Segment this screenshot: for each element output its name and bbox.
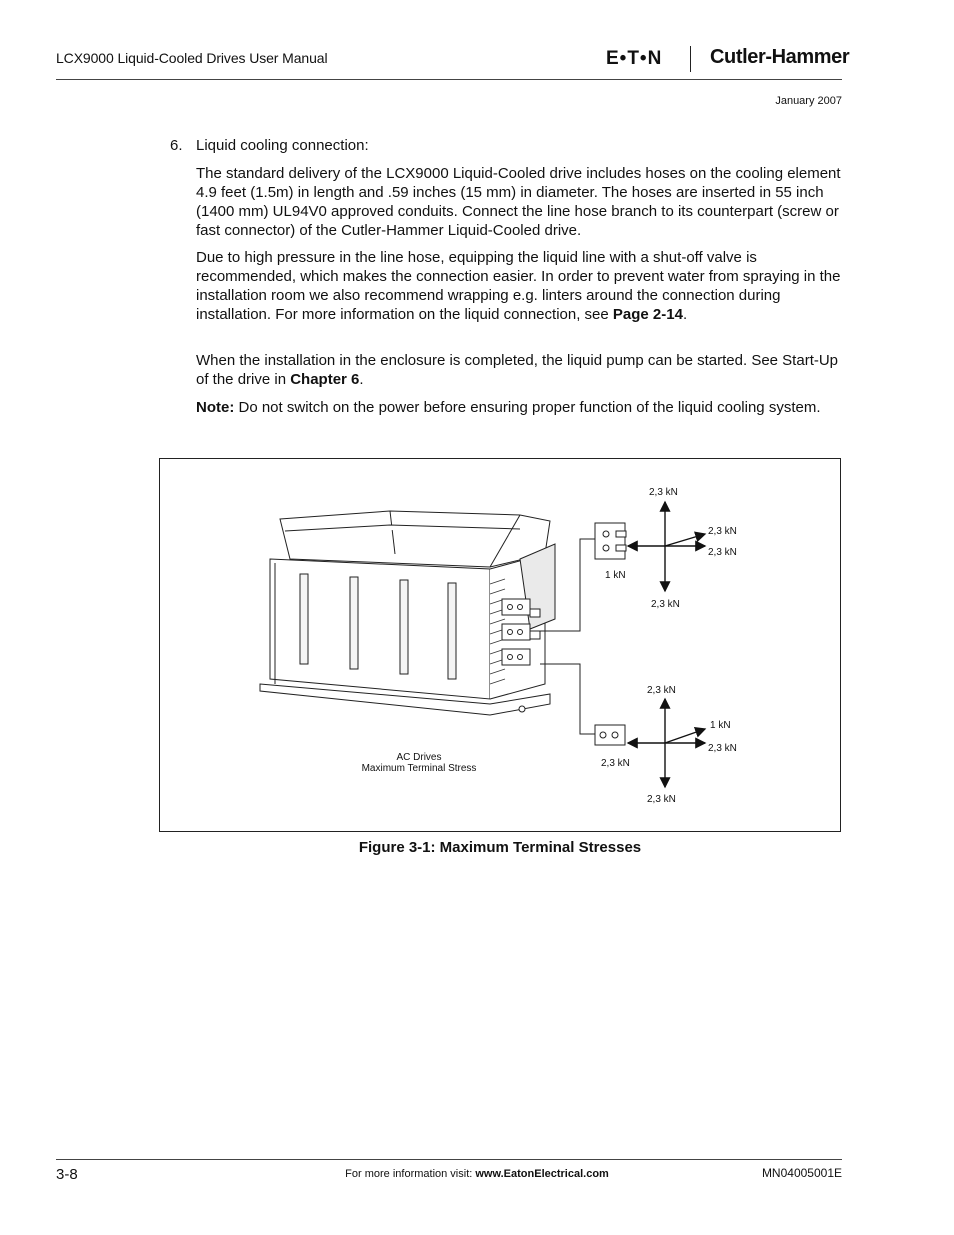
note-paragraph (196, 398, 846, 417)
page-reference-link[interactable]: Page 2-14 (612, 306, 683, 323)
upper-left-force-label: 1 kN (605, 570, 626, 581)
paragraph-text: Due to high pressure in the line hose, equipping the liquid line with a shut-off valve is recommended, which makes the connection easier. In order to prevent water from spraying in the installation room we also recommend wrapping e.g. linters around the connection during installation. For more information on the liquid connection, see (196, 249, 841, 323)
document-code: MN04005001E (761, 1166, 842, 1180)
chapter-reference-link[interactable]: Chapter 6 (290, 371, 360, 388)
lower-force-arrows (628, 699, 705, 787)
footer-info-prefix: For more information visit: (345, 1168, 476, 1180)
upper-force-arrows (628, 502, 705, 591)
figure-caption: Figure 3-1: Maximum Terminal Stresses (358, 839, 642, 856)
logo-divider (690, 46, 691, 72)
upper-up-force-label: 2,3 kN (649, 487, 678, 498)
paragraph-end: . (682, 306, 688, 323)
drive-label-line1: AC Drives (396, 752, 442, 763)
upper-right-bottom-force-label: 2,3 kN (708, 547, 737, 558)
note-text: Do not switch on the power before ensuring proper function of the liquid cooling system. (234, 399, 821, 416)
upper-right-top-force-label: 2,3 kN (708, 526, 737, 537)
document-title: LCX9000 Liquid-Cooled Drives User Manual (56, 50, 328, 66)
paragraph-hose-delivery: The standard delivery of the LCX9000 Liquid-Cooled drive includes hoses on the cooling element 4.9 feet (1.5m) in length and .59 inches (15 mm) in diameter. The hoses are inserted in 55 inch (1400 mm) UL94V0 approved conduits. Connect the line hose branch to its counterpart (screw or fast connector) of the Cutler-Hammer Liquid-Cooled drive. (196, 165, 841, 239)
lower-right-bottom-force-label: 2,3 kN (708, 743, 737, 754)
drive-label-line2: Maximum Terminal Stress (361, 763, 477, 774)
publication-date: January 2007 (775, 95, 842, 107)
drive-illustration (260, 511, 555, 715)
website-link[interactable]: www.EatonElectrical.com (475, 1168, 609, 1180)
paragraph-text: When the installation in the enclosure is completed, the liquid pump can be started. See Start-Up of the drive in (196, 352, 839, 388)
figure-frame (159, 458, 841, 832)
upper-down-force-label: 2,3 kN (651, 599, 680, 610)
lower-right-top-force-label: 1 kN (710, 720, 731, 731)
upper-terminal-plate (595, 523, 626, 559)
terminal-stress-diagram (160, 459, 840, 831)
page-number: 3-8 (56, 1166, 78, 1183)
footer-rule (56, 1159, 842, 1160)
paragraph-shutoff-valve (196, 248, 846, 324)
lower-down-force-label: 2,3 kN (647, 794, 676, 805)
list-item-number: 6. (170, 137, 183, 154)
note-label: Note: (196, 399, 235, 416)
lower-up-force-label: 2,3 kN (647, 685, 676, 696)
eaton-logo: E•T•N (606, 48, 663, 69)
list-item-heading: Liquid cooling connection: (196, 137, 369, 154)
header-rule (56, 79, 842, 80)
paragraph-pump-start (196, 351, 846, 389)
lower-left-force-label: 2,3 kN (601, 758, 630, 769)
paragraph-end: . (359, 371, 364, 388)
lower-terminal-plate (595, 725, 625, 745)
cutler-hammer-logo: Cutler-Hammer (710, 46, 850, 68)
